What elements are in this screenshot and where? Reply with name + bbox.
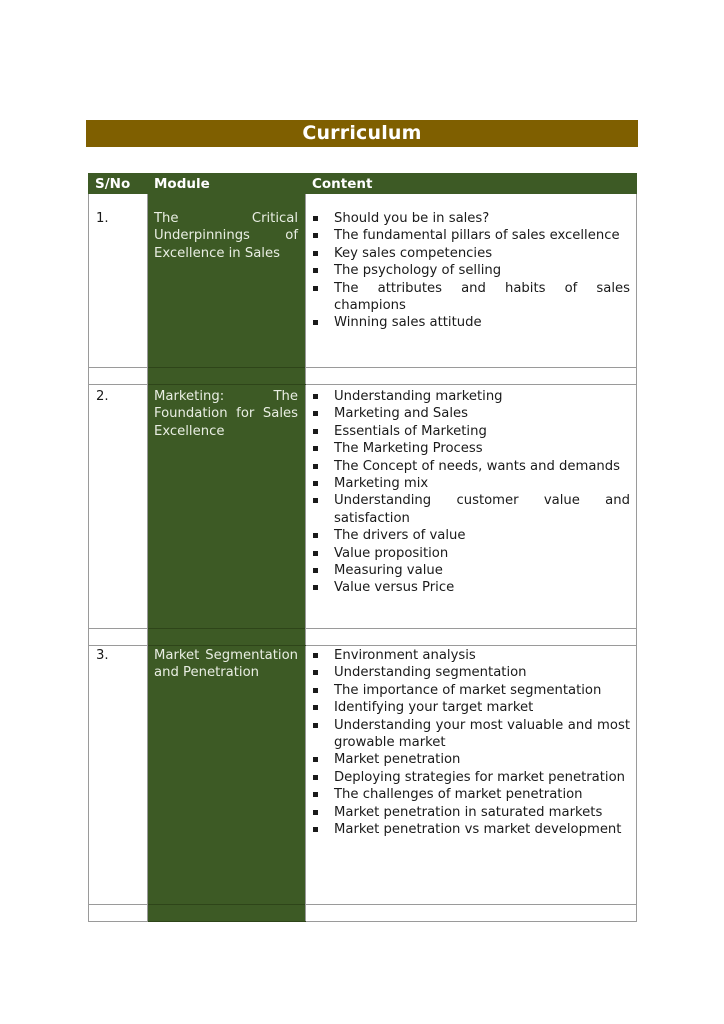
list-item: Environment analysis bbox=[306, 647, 630, 664]
sno-value: 3. bbox=[96, 648, 109, 663]
list-item: The Marketing Process bbox=[306, 440, 630, 457]
list-item: Marketing and Sales bbox=[306, 405, 630, 422]
square-bullet-icon bbox=[313, 446, 318, 451]
square-bullet-icon bbox=[313, 792, 318, 797]
list-item: Market penetration bbox=[306, 751, 630, 768]
list-item: Identifying your target market bbox=[306, 699, 630, 716]
square-bullet-icon bbox=[313, 481, 318, 486]
sno-cell bbox=[89, 194, 148, 368]
spacer-row bbox=[89, 905, 637, 922]
sno-cell bbox=[89, 385, 148, 629]
header-content: Content bbox=[306, 174, 637, 194]
square-bullet-icon bbox=[313, 585, 318, 590]
content-cell bbox=[306, 194, 637, 368]
square-bullet-icon bbox=[313, 723, 318, 728]
header-sno: S/No bbox=[89, 174, 148, 194]
list-item: Understanding customer value and satisfaction bbox=[306, 492, 630, 527]
square-bullet-icon bbox=[313, 464, 318, 469]
list-item: Essentials of Marketing bbox=[306, 423, 630, 440]
list-item: Value proposition bbox=[306, 545, 630, 562]
list-item: The Concept of needs, wants and demands bbox=[306, 458, 630, 475]
square-bullet-icon bbox=[313, 411, 318, 416]
list-item: Marketing mix bbox=[306, 475, 630, 492]
list-item: Market penetration vs market development bbox=[306, 821, 630, 838]
square-bullet-icon bbox=[313, 394, 318, 399]
list-item: The attributes and habits of sales champions bbox=[306, 280, 630, 315]
header-module: Module bbox=[148, 174, 306, 194]
module-title: Marketing: The Foundation for Sales Excellence bbox=[154, 389, 298, 439]
square-bullet-icon bbox=[313, 757, 318, 762]
square-bullet-icon bbox=[313, 320, 318, 325]
square-bullet-icon bbox=[313, 268, 318, 273]
content-list bbox=[306, 194, 636, 332]
list-item: Value versus Price bbox=[306, 579, 630, 596]
square-bullet-icon bbox=[313, 653, 318, 658]
content-cell bbox=[306, 385, 637, 629]
module-cell bbox=[148, 646, 306, 905]
list-item: Measuring value bbox=[306, 562, 630, 579]
square-bullet-icon bbox=[313, 827, 318, 832]
square-bullet-icon bbox=[313, 810, 318, 815]
module-cell bbox=[148, 385, 306, 629]
list-item: Should you be in sales? bbox=[306, 210, 630, 227]
square-bullet-icon bbox=[313, 216, 318, 221]
list-item: The importance of market segmentation bbox=[306, 682, 630, 699]
square-bullet-icon bbox=[313, 670, 318, 675]
square-bullet-icon bbox=[313, 251, 318, 256]
curriculum-title: Curriculum bbox=[86, 120, 638, 147]
square-bullet-icon bbox=[313, 498, 318, 503]
table-row bbox=[89, 646, 637, 905]
module-title: Market Segmentation and Penetration bbox=[154, 648, 298, 681]
list-item: Key sales competencies bbox=[306, 245, 630, 262]
spacer-row bbox=[89, 368, 637, 385]
square-bullet-icon bbox=[313, 775, 318, 780]
module-title: The Critical Underpinnings of Excellence in Sales bbox=[154, 211, 298, 261]
table-header-row bbox=[89, 174, 637, 194]
list-item: The challenges of market penetration bbox=[306, 786, 630, 803]
list-item: Market penetration in saturated markets bbox=[306, 804, 630, 821]
square-bullet-icon bbox=[313, 429, 318, 434]
spacer-row bbox=[89, 629, 637, 646]
square-bullet-icon bbox=[313, 233, 318, 238]
square-bullet-icon bbox=[313, 286, 318, 291]
curriculum-table bbox=[88, 173, 637, 922]
content-list bbox=[306, 646, 636, 838]
list-item: The fundamental pillars of sales excellence bbox=[306, 227, 630, 244]
sno-value: 1. bbox=[96, 211, 109, 226]
table-row bbox=[89, 385, 637, 629]
square-bullet-icon bbox=[313, 551, 318, 556]
list-item: Understanding segmentation bbox=[306, 664, 630, 681]
content-cell bbox=[306, 646, 637, 905]
list-item: Deploying strategies for market penetration bbox=[306, 769, 630, 786]
square-bullet-icon bbox=[313, 705, 318, 710]
table-row bbox=[89, 194, 637, 368]
square-bullet-icon bbox=[313, 533, 318, 538]
content-list bbox=[306, 385, 636, 597]
list-item: Winning sales attitude bbox=[306, 314, 630, 331]
sno-value: 2. bbox=[96, 389, 109, 404]
list-item: Understanding marketing bbox=[306, 388, 630, 405]
list-item: Understanding your most valuable and most growable market bbox=[306, 717, 630, 752]
list-item: The drivers of value bbox=[306, 527, 630, 544]
square-bullet-icon bbox=[313, 688, 318, 693]
list-item: The psychology of selling bbox=[306, 262, 630, 279]
sno-cell bbox=[89, 646, 148, 905]
module-cell bbox=[148, 194, 306, 368]
square-bullet-icon bbox=[313, 568, 318, 573]
